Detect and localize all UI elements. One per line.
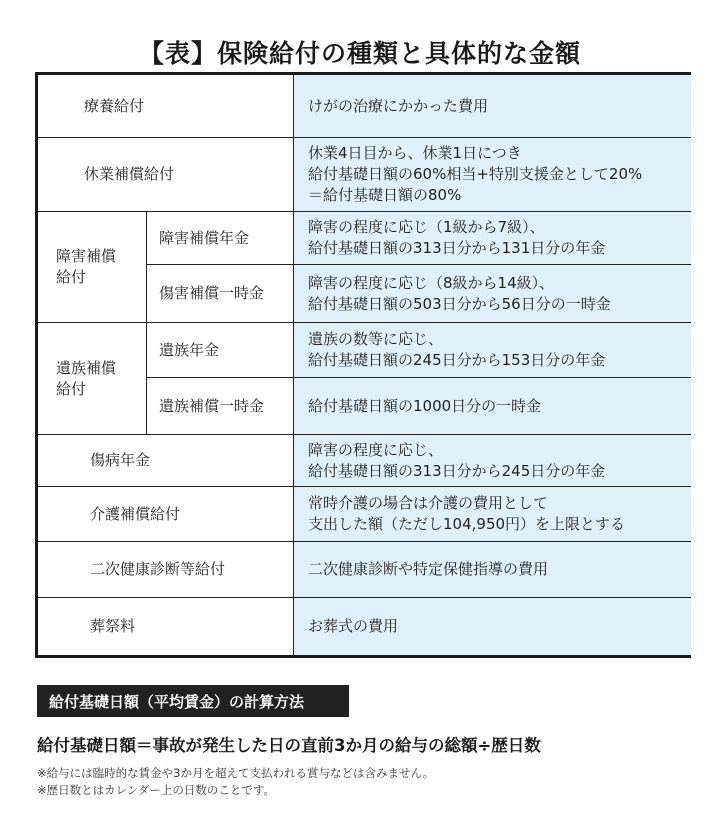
row-label-niji: 二次健康診断等給付 [38,542,293,597]
row-label-kyugyo: 休業補償給付 [38,138,293,211]
row-desc-kaigo: 常時介護の場合は介護の費用として 支出した額（ただし104,950円）を上限とする [293,487,691,541]
row-desc-shogai-nenkin: 障害の程度に応じ（1級から7級）、 給付基礎日額の313日分から131日分の年金 [293,212,691,264]
row-desc-shogai-ichijikin: 障害の程度に応じ（8級から14級）、 給付基礎日額の503日分から56日分の一時金 [293,265,691,322]
row-desc-kyugyo: 休業4日目から、休業1日につき 給付基礎日額の60%相当+特別支援金として20% ＝給付基礎日額の80% [293,138,691,211]
row-label-shogai-ichijikin: 傷害補償一時金 [147,265,293,322]
benefits-table [35,72,691,658]
group-label-shogai: 障害補償 給付 [38,212,146,322]
row-desc-izoku-ichijikin: 給付基礎日額の1000日分の一時金 [293,378,691,434]
row-label-shogai-nenkin: 障害補償年金 [147,212,293,264]
row-desc-shobyo: 障害の程度に応じ、 給付基礎日額の313日分から245日分の年金 [293,435,691,486]
row-label-kaigo: 介護補償給付 [38,487,293,541]
calc-formula: 給付基礎日額＝事故が発生した日の直前3か月の給与の総額÷歴日数 [37,736,541,755]
row-label-izoku-nenkin: 遺族年金 [147,323,293,377]
note-wage: ※給与には臨時的な賃金や3か月を超えて支払われる賞与などは含みません。 [37,766,435,780]
row-desc-izoku-nenkin: 遺族の数等に応じ、 給付基礎日額の245日分から153日分の年金 [293,323,691,377]
row-label-shobyo: 傷病年金 [38,435,293,486]
row-label-sosai: 葬祭料 [38,598,293,655]
note-days: ※歴日数とはカレンダー上の日数のことです。 [37,783,275,797]
row-desc-sosai: お葬式の費用 [293,598,691,655]
row-desc-niji: 二次健康診断や特定保健指導の費用 [293,542,691,597]
calc-heading: 給付基礎日額（平均賃金）の計算方法 [37,685,349,717]
page-title: 【表】保険給付の種類と具体的な金額 [138,39,581,68]
group-label-izoku: 遺族補償 給付 [38,323,146,434]
row-label-izoku-ichijikin: 遺族補償一時金 [147,378,293,434]
row-desc-ryoyo: けがの治療にかかった費用 [293,75,691,137]
row-label-ryoyo: 療養給付 [38,75,293,137]
